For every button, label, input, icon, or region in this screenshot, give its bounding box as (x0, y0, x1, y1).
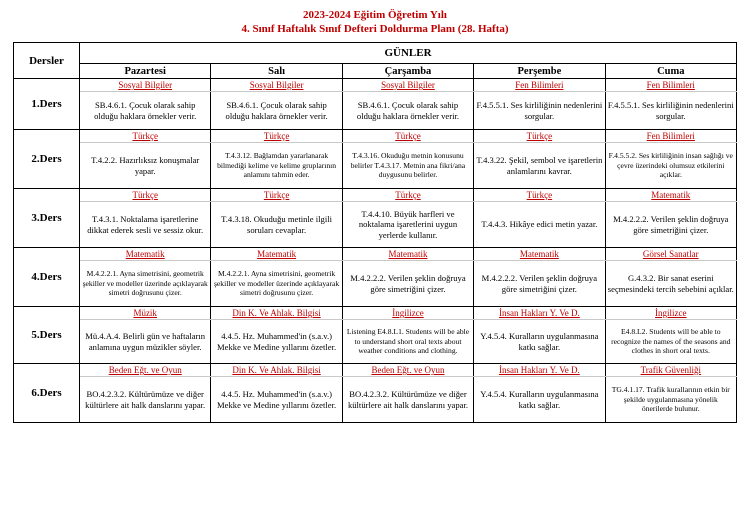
subject-name: Matematik (474, 248, 605, 261)
lesson-subject-row (14, 307, 737, 320)
document-title-year: 2023-2024 Eğitim Öğretim Yılı (303, 9, 447, 21)
outcome-text: BO.4.2.3.2. Kültürümüze ve diğer kültürlere ait halk danslarını yapar. (342, 377, 473, 423)
day-header: Çarşamba (342, 64, 473, 79)
subject-name: İngilizce (605, 307, 736, 320)
outcome-text: SB.4.6.1. Çocuk olarak sahip olduğu haklara örnekler verir. (342, 92, 473, 130)
subject-name: Fen Bilimleri (605, 130, 736, 143)
subject-name: Sosyal Bilgiler (211, 79, 342, 92)
lesson-label: 2.Ders (14, 130, 80, 189)
subject-name: Fen Bilimleri (474, 79, 605, 92)
lesson-content-row (14, 92, 737, 130)
outcome-text: M.4.2.2.2. Verilen şeklin doğruya göre simetriğini çizer. (605, 202, 736, 248)
subject-name: Türkçe (211, 130, 342, 143)
subject-name: Görsel Sanatlar (605, 248, 736, 261)
lesson-content-row (14, 143, 737, 189)
lesson-content-row (14, 377, 737, 423)
subject-name: İnsan Hakları Y. Ve D. (474, 364, 605, 377)
lesson-content-row (14, 261, 737, 307)
subject-name: Türkçe (211, 189, 342, 202)
outcome-text: BO.4.2.3.2. Kültürümüze ve diğer kültürlere ait halk danslarını yapar. (80, 377, 211, 423)
outcome-text: F.4.5.5.1. Ses kirliliğinin nedenlerini sorgular. (474, 92, 605, 130)
subject-name: Müzik (80, 307, 211, 320)
subject-name: Türkçe (342, 130, 473, 143)
outcome-text: M.4.2.2.1. Ayna simetrisini, geometrik şekiller ve modeller üzerinde açıklayarak simetri doğrusunu çizer. (211, 261, 342, 307)
outcome-text: T.4.3.1. Noktalama işaretlerine dikkat ederek sesli ve sessiz okur. (80, 202, 211, 248)
subject-name: Matematik (211, 248, 342, 261)
subject-name: Din K. Ve Ahlak. Bilgisi (211, 364, 342, 377)
lesson-subject-row (14, 248, 737, 261)
day-header: Cuma (605, 64, 736, 79)
subject-name: Sosyal Bilgiler (342, 79, 473, 92)
day-header: Pazartesi (80, 64, 211, 79)
outcome-text: 4.4.5. Hz. Muhammed'in (s.a.v.) Mekke ve Medine yıllarını özetler. (211, 320, 342, 364)
day-header: Salı (211, 64, 342, 79)
outcome-text: F.4.5.5.1. Ses kirliliğinin nedenlerini sorgular. (605, 92, 736, 130)
lesson-subject-row (14, 79, 737, 92)
subject-name: Trafik Güvenliği (605, 364, 736, 377)
lesson-label: 3.Ders (14, 189, 80, 248)
outcome-text: M.4.2.2.2. Verilen şeklin doğruya göre simetriğini çizer. (342, 261, 473, 307)
outcome-text: M.4.2.2.2. Verilen şeklin doğruya göre simetriğini çizer. (474, 261, 605, 307)
subject-name: Sosyal Bilgiler (80, 79, 211, 92)
outcome-text: Y.4.5.4. Kuralların uygulanmasına katkı sağlar. (474, 320, 605, 364)
outcome-text: T.4.2.2. Hazırlıksız konuşmalar yapar. (80, 143, 211, 189)
outcome-text: M.4.2.2.1. Ayna simetrisini, geometrik şekiller ve modeller üzerinde açıklayarak simetri doğrusunu çizer. (80, 261, 211, 307)
subject-name: Türkçe (342, 189, 473, 202)
subject-name: Din K. Ve Ahlak. Bilgisi (211, 307, 342, 320)
subject-name: Türkçe (80, 130, 211, 143)
outcome-text: G.4.3.2. Bir sanat eserini seçmesindeki tercih sebebini açıklar. (605, 261, 736, 307)
subject-name: İngilizce (342, 307, 473, 320)
subject-name: Fen Bilimleri (605, 79, 736, 92)
subject-name: Beden Eğt. ve Oyun (80, 364, 211, 377)
lesson-label: 5.Ders (14, 307, 80, 364)
lesson-content-row (14, 202, 737, 248)
weekly-plan-table (13, 42, 737, 423)
outcome-text: Y.4.5.4. Kuralların uygulanmasına katkı sağlar. (474, 377, 605, 423)
outcome-text: 4.4.5. Hz. Muhammed'in (s.a.v.) Mekke ve Medine yıllarını özetler. (211, 377, 342, 423)
subject-name: Matematik (342, 248, 473, 261)
subject-name: Türkçe (474, 130, 605, 143)
lesson-content-row (14, 320, 737, 364)
lesson-subject-row (14, 130, 737, 143)
outcome-text: SB.4.6.1. Çocuk olarak sahip olduğu haklara örnekler verir. (80, 92, 211, 130)
header-gunler: GÜNLER (80, 43, 737, 64)
subject-name: Türkçe (80, 189, 211, 202)
outcome-text: T.4.3.12. Bağlamdan yararlanarak bilmediği kelime ve kelime gruplarının anlamını tahmin eder. (211, 143, 342, 189)
outcome-text: E4.8.L2. Students will be able to recognize the names of the seasons and clothes in short oral texts. (605, 320, 736, 364)
lesson-subject-row (14, 364, 737, 377)
outcome-text: T.4.4.10. Büyük harfleri ve noktalama işaretlerini uygun yerlerde kullanır. (342, 202, 473, 248)
subject-name: Matematik (80, 248, 211, 261)
lesson-label: 4.Ders (14, 248, 80, 307)
subject-name: Matematik (605, 189, 736, 202)
day-header: Perşembe (474, 64, 605, 79)
document-title-plan: 4. Sınıf Haftalık Sınıf Defteri Doldurma Planı (28. Hafta) (241, 23, 509, 35)
lesson-label: 1.Ders (14, 79, 80, 130)
subject-name: Türkçe (474, 189, 605, 202)
outcome-text: Listening E4.8.L1. Students will be able to understand short oral texts about weather conditions and clothing. (342, 320, 473, 364)
subject-name: Beden Eğt. ve Oyun (342, 364, 473, 377)
outcome-text: TG.4.1.17. Trafik kurallarının etkin bir şekilde uygulanmasına yönelik önerilerde bulunur. (605, 377, 736, 423)
outcome-text: SB.4.6.1. Çocuk olarak sahip olduğu haklara örnekler verir. (211, 92, 342, 130)
outcome-text: T.4.3.16. Okuduğu metnin konusunu belirler T.4.3.17. Metnin ana fikri/ana duygusunu belirler. (342, 143, 473, 189)
outcome-text: F.4.5.5.2. Ses kirliliğinin insan sağlığı ve çevre üzerindeki olumsuz etkilerini açıklar. (605, 143, 736, 189)
lesson-label: 6.Ders (14, 364, 80, 423)
subject-name: İnsan Hakları Y. Ve D. (474, 307, 605, 320)
header-dersler: Dersler (14, 43, 80, 79)
lessons-body (14, 79, 737, 423)
outcome-text: T.4.3.22. Şekil, sembol ve işaretlerin anlamlarını kavrar. (474, 143, 605, 189)
outcome-text: Mü.4.A.4. Belirli gün ve haftaların anlamına uygun müzikler söyler. (80, 320, 211, 364)
lesson-subject-row (14, 189, 737, 202)
outcome-text: T.4.3.18. Okuduğu metinle ilgili soruları cevaplar. (211, 202, 342, 248)
outcome-text: T.4.4.3. Hikâye edici metin yazar. (474, 202, 605, 248)
